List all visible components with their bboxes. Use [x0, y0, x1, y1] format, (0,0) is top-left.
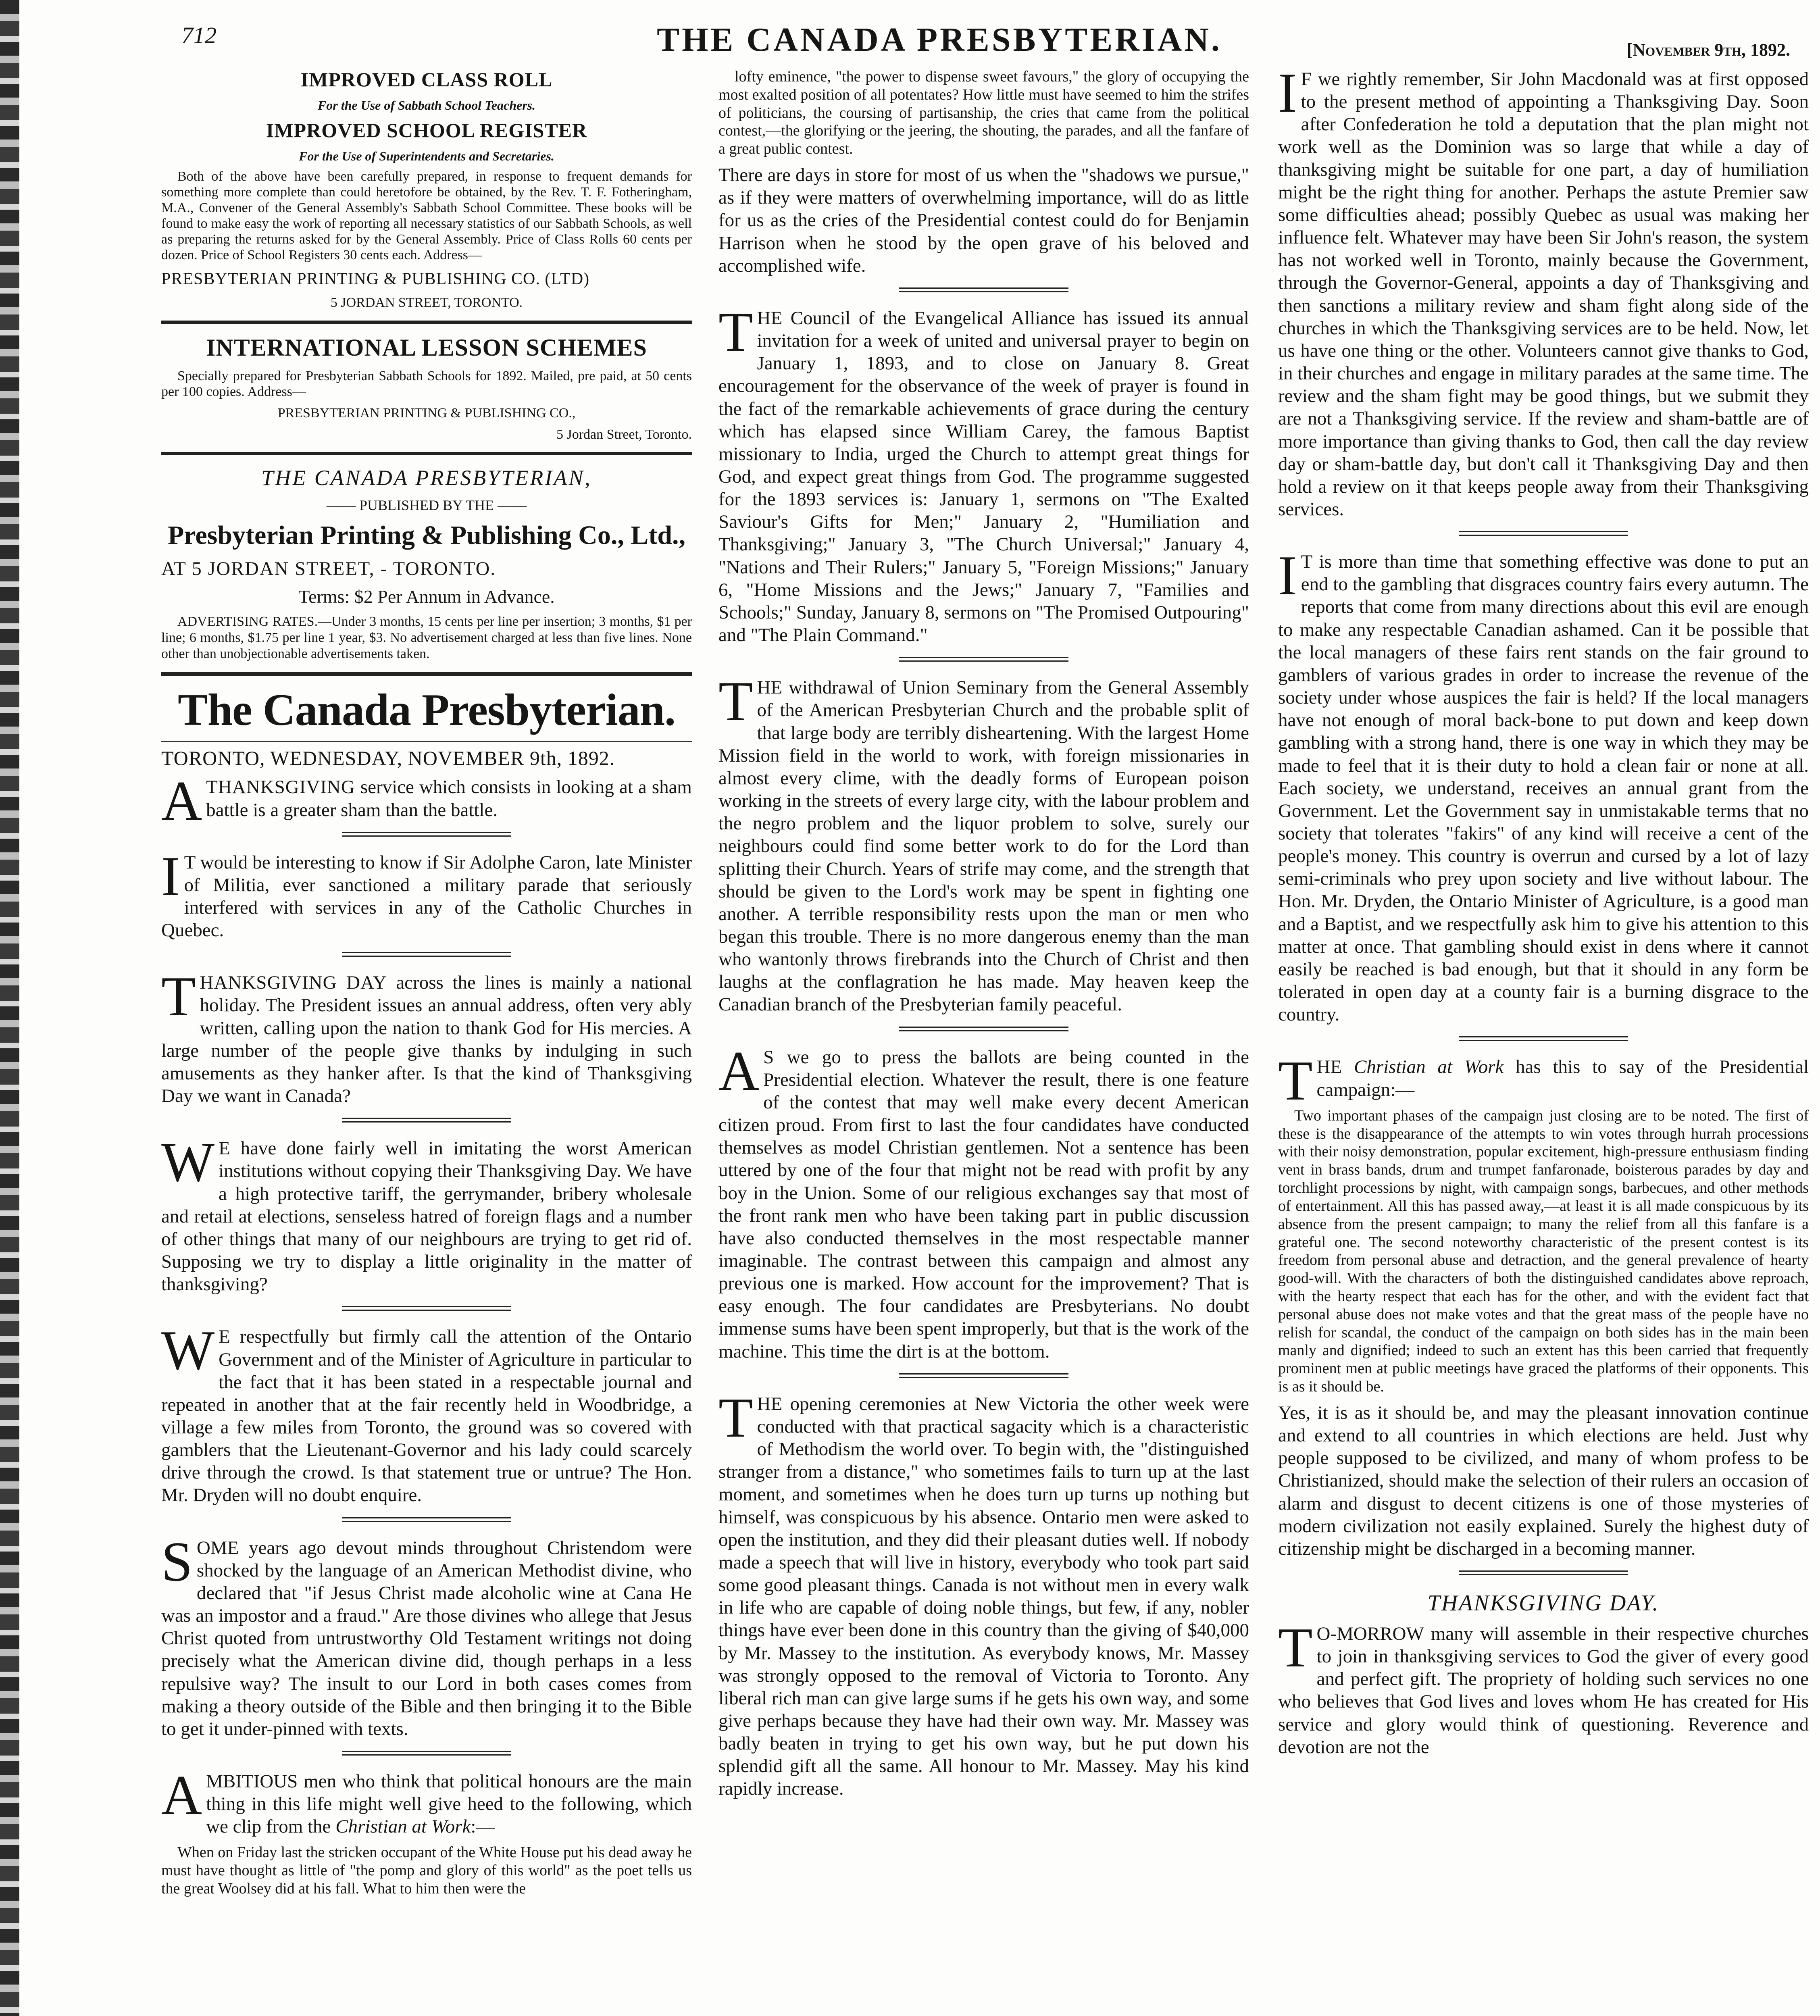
paragraph: THE Christian at Work has this to say of the Presidential campaign:— — [1278, 1050, 1809, 1112]
lesson-schemes-body: Specially prepared for Presbyterian Sabbath Schools for 1892. Mailed, pre paid, at 50 cents per 100 copies. Address— — [161, 369, 692, 400]
imprint-company: Presbyterian Printing & Publishing Co., Ltd., — [167, 520, 686, 550]
paragraph: THE withdrawal of Union Seminary from the General Assembly of the American Presbyterian Church and the probable split of that large body are terribly disheartening. With the largest Home Mission field in the world to work, with foreign missionaries in almost every clime, with the deadly forms of European poison working in the streets of every large city, with the labour problem and the negro problem and the liquor problem to solve, surely our neighbours could find some better work to do for the Lord than splitting their Church. Years of strife may come, and the strength that should be given to the Lord's work may be spent in fighting one another. A terrible responsibility rests upon the man or men who began this trouble. There is no more dangerous enemy than the man who wantonly throws firebrands into the Church of Christ and then laughs at the conflagration he has made. May heaven keep the Canadian branch of the Presbyterian family peaceful. — [718, 670, 1249, 1015]
separator — [342, 1118, 511, 1123]
paragraph: THE opening ceremonies at New Victoria the other week were conducted with that practical sagacity which is a characteristic of Methodism the world over. To begin with, the "distinguished stranger from a distance," who sometimes fails to turn up at the last moment, and sometimes when he does turn up turns up nothing but himself, was conspicuous by his absence. Ontario men were asked to open the institution, and they did their pleasant duties well. If nobody made a speech that will live in history, everybody who took part said some good pleasant things. Canada is not without men in every walk in life who are capable of doing noble things, but few, if any, nobler things have ever been done in this country than the giving of $40,000 by Mr. Massey to the institution. As everybody knows, Mr. Massey was strongly opposed to the removal of Victoria to Toronto. Any liberal rich man can give large sums if he gets his own way, and some give perhaps because they have had their own way. Mr. Massey was badly beaten in trying to get his own way, but he put down his splendid gift all the same. All honour to Mr. Massey. May his kind rapidly increase. — [718, 1386, 1249, 1799]
divider — [161, 452, 692, 455]
separator — [899, 1373, 1068, 1378]
separator — [342, 952, 511, 957]
publisher-address: 5 JORDAN STREET, TORONTO. — [330, 295, 523, 310]
column-middle — [718, 68, 1249, 1806]
divider — [161, 741, 692, 742]
imprint-terms: Terms: $2 Per Annum in Advance. — [298, 586, 555, 607]
lesson-schemes-title: INTERNATIONAL LESSON SCHEMES — [206, 334, 647, 361]
separator — [342, 1517, 511, 1522]
separator — [342, 1306, 511, 1311]
paragraph: THE Council of the Evangelical Alliance has issued its annual invitation for a week of united and universal prayer to begin on January 1, 1893, and to close on January 8. Great encouragement for the observance of the week of prayer is found in the fact of the remarkable achievements of grace during the century which has elapsed since William Carey, the famous Baptist missionary to India, urged the Church to attempt great things for God, and expect great things from God. The programme suggested for the 1893 services is: January 1, sermons on "The Exalted Saviour's Gifts for Men;" January 2, "Humiliation and Thanksgiving;" January 3, "The Church Universal;" January 4, "Nations and Their Rulers;" January 5, "Foreign Missions;" January 6, "Home Missions and the Jews;" January 7, "Families and Schools;" Sunday, January 8, sermons on "The Promised Outpouring" and "The Plain Command." — [718, 300, 1249, 646]
separator — [1459, 1036, 1628, 1041]
page-number: 712 — [181, 22, 217, 48]
imprint-published-by: —— PUBLISHED BY THE —— — [326, 497, 527, 513]
paragraph: THANKSGIVING DAY across the lines is mainly a national holiday. The President issues an annual address, often very ably written, calling upon the nation to thank God for His mercies. A large number of the people give thanks by indulging in such amusements as they hanker after. Is that the kind of Thanksgiving Day we want in Canada? — [161, 965, 692, 1107]
paragraph: T O-MORROW many will assemble in their respective churches to join in thanksgiving services to God the giver of every good and perfect gift. The propriety of holding such services no one who believes that God lives and loves whom He has created for His service and glory would think of questioning. Reverence and devotion are not the — [1278, 1616, 1809, 1758]
masthead — [28, 16, 1794, 60]
paragraph: W E respectfully but firmly call the attention of the Ontario Government and of the Minister of Agriculture in particular to the fact that it has been stated in a respectable journal and repeated in another that at the fair recently held in Woodbridge, a village a few miles from Toronto, the ground was so covered with gamblers that the Lieutenant-Governor and his lady could scarcely drive through the crowd. Is that statement true or untrue? The Hon. Mr. Dryden will no doubt enquire. — [161, 1319, 692, 1506]
lesson-publisher: PRESBYTERIAN PRINTING & PUBLISHING CO., — [277, 406, 576, 421]
paragraph: Yes, it is as it should be, and may the pleasant innovation continue and extend to all countries in which elections are held. Just why people supposed to be civilized, and many of whom profess to be Christianized, should make the selection of their rulers an occasion of alarm and disgust to decent citizens is one of those mysteries of modern civilization not easily explained. Surely the highest duty of citizenship might be discharged in a becoming manner. — [1278, 1402, 1809, 1559]
separator — [899, 287, 1068, 292]
paragraph: AMBITIOUS men who think that political honours are the main thing in this life might well give heed to the following, which we clip from the Christian at Work:— — [161, 1764, 692, 1837]
separator — [899, 1027, 1068, 1031]
quoted-passage: When on Friday last the stricken occupant of the White House put his dead away he must have thought as little of "the pomp and glory of this world" as the poet tells us the great Woolsey did at his fall. What to him then were the — [161, 1844, 692, 1897]
newspaper-flag: The Canada Presbyterian. — [178, 685, 675, 735]
quoted-passage-continued: lofty eminence, "the power to dispense sweet favours," the glory of occupying the most exalted position of all potentates? How little must have seemed to him the strifes of politicians, the coursing of partisanship, the cries that came from the political contest,—the glorifying or the jeering, the shouting, the parades, and all the fanfare of a great public contest. — [718, 68, 1249, 158]
imprint-paper-name: THE CANADA PRESBYTERIAN, — [261, 466, 592, 490]
divider — [161, 321, 692, 324]
paragraph: There are days in store for most of us when the "shadows we pursue," as if they were matters of overwhelming importance, will do as little for us as the cries of the Presidential contest could do for Benjamin Harrison when he stood by the open grave of his beloved and accomplished wife. — [718, 165, 1249, 276]
issue-dateline: TORONTO, WEDNESDAY, NOVEMBER 9th, 1892. — [161, 746, 615, 769]
paragraph: I F we rightly remember, Sir John Macdonald was at first opposed to the present method of appointing a Thanksgiving Day. Soon after Confederation he told a deputation that the plan might not work well as the Dominion was so large that while a day of thanksgiving might be suitable for one part, a day of humiliation might be the right thing for another. Perhaps the astute Premier saw some difficulties ahead; possibly Quebec as usual was making her influence felt. Whatever may have been Sir John's reason, the system has not worked well in Toronto, mainly because the Government, through the Governor-General, appoints a day of Thanksgiving and then sanctions a military review and sham fight along side of the churches in which the Thanksgiving services are to be held. Now, let us have one thing or the other. Volunteers cannot give thanks to God, in their churches and engage in military parades at the same time. The review and the sham fight may be good things, but we submit they are not a Thanksgiving service. If the review and sham-battle are of more importance than giving thanks to God, then call the day review day or sham-battle day, but don't call it Thanksgiving Day and then hold a review on it that keeps people away from their Thanksgiving services. — [1278, 62, 1809, 520]
lesson-address: 5 Jordan Street, Toronto. — [556, 427, 692, 442]
advertising-rates: ADVERTISING RATES.—Under 3 months, 15 cents per line per insertion; 3 months, $1 per line; 6 months, $1.75 per line 1 year, $3. No advertisement charged at less than five lines. None other than unobjectionable advertisements taken. — [161, 614, 692, 662]
publisher-name: PRESBYTERIAN PRINTING & PUBLISHING CO. (LTD) — [161, 269, 590, 288]
running-date: [November 9th, 1892. — [1626, 40, 1790, 60]
separator — [342, 832, 511, 837]
divider — [161, 672, 692, 676]
class-roll-title: IMPROVED CLASS ROLL — [300, 68, 553, 91]
school-register-subtitle: For the Use of Superintendents and Secretaries. — [299, 148, 554, 163]
separator — [1459, 531, 1628, 536]
paragraph: W E have done fairly well in imitating the worst American institutions without copying their Thanksgiving Day. We have a high protective tariff, the gerrymander, bribery wholesale and retail at elections, senseless hatred of foreign flags and a number of other things that many of our neighbours are trying to get rid of. Supposing we try to display a little originality in the matter of thanksgiving? — [161, 1131, 692, 1295]
running-title: THE CANADA PRESBYTERIAN. — [657, 21, 1222, 58]
paragraph: SOME years ago devout minds throughout Christendom were shocked by the language of an American Methodist divine, who declared that "if Jesus Christ made alcoholic wine at Cana He was an impostor and a fraud." Are those divines who allege that Jesus Christ quoted from untrustworthy Old Testament writings not doing precisely what the American divine did, though perhaps in a less repulsive way? The insult to our Lord in both cases comes from making a theory outside of the Bible and then bringing it to the Bible to get it under-pinned with texts. — [161, 1530, 692, 1739]
paragraph: ATHANKSGIVING service which consists in looking at a sham battle is a greater sham than the battle. — [161, 770, 692, 833]
separator — [342, 1751, 511, 1756]
class-roll-subtitle: For the Use of Sabbath School Teachers. — [317, 98, 536, 112]
column-left — [161, 68, 692, 1904]
section-heading: THANKSGIVING DAY. — [1427, 1591, 1660, 1616]
school-register-title: IMPROVED SCHOOL REGISTER — [266, 119, 587, 142]
school-register-body: Both of the above have been carefully prepared, in response to frequent demands for something more complete than could heretofore be obtained, by the Rev. T. F. Fotheringham, M.A., Convener of the General Assembly's Sabbath School Committee. These books will be found to make easy the work of reporting all necessary statistics of our Sabbath Schools, as well as preparing the returns asked for by the General Assembly. Price of Class Rolls 60 cents per dozen. Price of School Registers 30 cents each. Address— — [161, 169, 692, 263]
imprint-address: AT 5 JORDAN STREET, - TORONTO. — [161, 558, 496, 579]
page-binding-edge — [0, 0, 19, 2016]
paragraph: I T would be interesting to know if Sir Adolphe Caron, late Minister of Militia, ever sanctioned a military parade that seriously interfered with services in any of the Catholic Churches in Quebec. — [161, 845, 692, 941]
paragraph: A S we go to press the ballots are being counted in the Presidential election. Whatever the result, there is one feature of the contest that may well make every decent American citizen proud. From first to last the four candidates have conducted themselves as model Christian gentlemen. Not a sentence has been uttered by one of the four that might not be read with profit by any boy in the Union. Some of our religious exchanges say that most of the front rank men who have been taking part in public discussion have also conducted themselves in the most respectable manner imaginable. The contrast between this campaign and almost any previous one is marked. How account for the improvement? That is easy enough. The four candidates are Presbyterians. No doubt immense sums have been spent improperly, but that is the work of the machine. This time the dirt is at the bottom. — [718, 1039, 1249, 1362]
separator — [1459, 1570, 1628, 1575]
separator — [899, 657, 1068, 662]
quoted-passage: Two important phases of the campaign just closing are to be noted. The first of these is the disappearance of the attempts to win votes through hurrah processions with their noisy demonstration, popular excitement, high-pressure enthusiasm finding vent in brass bands, drum and trumpet fanfaronade, boisterous parades by day and torchlight processions by night, with campaign songs, barbecues, and other methods of entertainment. All this has passed away,—at least it is all made conspicuous by its absence from the present campaign; to many the relief from all this fanfare is a grateful one. The second noteworthy characteristic of the present contest is its freedom from personal abuse and detraction, and the general prevalence of hearty good-will. With the characters of both the distinguished candidates above reproach, with the hearty respect that each has for the other, and with the evident fact that personal abuse does not make votes and that the great mass of the people have no relish for scandal, the conduct of the campaign on both sides has in the main been manly and dignified; indeed to such an extent has this been carried that frequently prominent men at public meetings have graced the platforms of their opponents. This is as it should be. — [1278, 1107, 1809, 1395]
paragraph: I T is more than time that something effective was done to put an end to the gambling that disgraces country fairs every autumn. The reports that come from many directions about this evil are enough to make any respectable Canadian ashamed. Can it be possible that the local managers of these fairs rent stands on the fair ground to gamblers of various grades in order to increase the revenue of the society under whose auspices the fair is held? If the local managers have not enough of moral back-bone to put down and keep down gambling with a strong hand, there is one way in which they may be made to feel that it is their duty to hold a clean fair or none at all. Each society, we understand, receives an annual grant from the Government. Let the Government say in unmistakable terms that no society that tolerates "fakirs" of any kind will receive a cent of the people's money. This country is overrun and cursed by a lot of lazy semi-criminals who prey upon society and live without labour. The Hon. Mr. Dryden, the Ontario Minister of Agriculture, is a good man and a Baptist, and we respectfully ask him to give his attention to this matter at once. That gambling should exist in dens where it cannot easily be reached is bad enough, but that it should in any form be tolerated in open day at a county fair is a burning disgrace to the country. — [1278, 544, 1809, 1025]
column-right — [1278, 62, 1809, 1764]
